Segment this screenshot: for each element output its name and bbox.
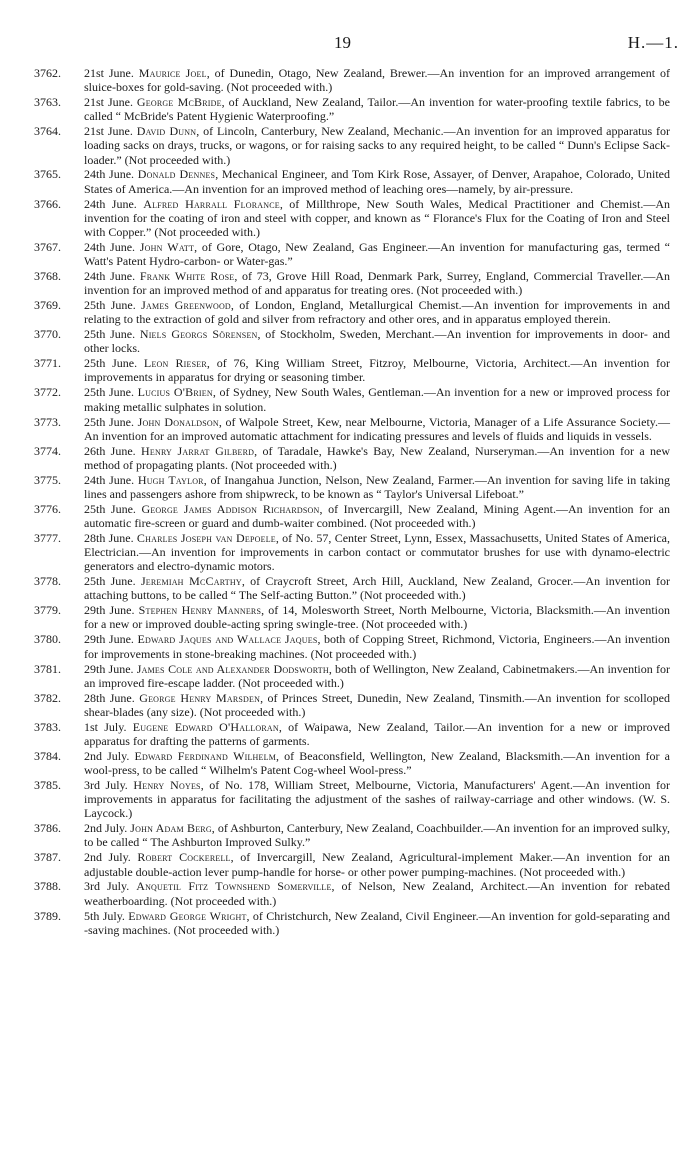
entry-date: 26th June. (84, 443, 136, 458)
page-header (0, 33, 700, 57)
patent-entry (34, 531, 670, 573)
patent-entry (34, 167, 670, 195)
entry-date: 25th June. (84, 414, 134, 429)
entry-description: , of Invercargill, New Zealand, Agricultural-implement Maker.—An invention for an adjustable double-action lever pump-handle for horse- or other power pumping-machines. (Not proceeded with.) (84, 850, 671, 879)
patent-entry (34, 298, 670, 326)
patent-entry (34, 502, 670, 530)
patent-entry (34, 691, 670, 719)
entry-number: 3766. (34, 196, 61, 211)
patent-entry (34, 415, 670, 443)
entry-number: 3780. (34, 632, 61, 647)
patent-entry (34, 356, 670, 384)
entry-description: , of No. 57, Center Street, Lynn, Essex, Massachusetts, United States of America, Electrician.—An invention for improvements in carbon contact or commutator brushes for use with dynamo-electric generators and electro-dynamic motors. (84, 530, 670, 574)
entry-date: 1st July. (84, 719, 127, 734)
patent-entry (34, 574, 670, 602)
applicant-names: James Cole and Alexander Dodsworth (136, 661, 329, 676)
entry-description: , of Invercargill, New Zealand, Mining Agent.—An invention for an automatic fire-screen or guard and dumb-waiter combined. (Not proceeded with.) (84, 501, 670, 530)
applicant-names: David Dunn (136, 124, 197, 139)
applicant-names: John Adam Berg (130, 821, 212, 836)
entry-number: 3773. (34, 414, 61, 429)
entry-number: 3775. (34, 472, 61, 487)
applicant-names: Alfred Harrall Florance (143, 196, 280, 211)
entry-number: 3783. (34, 719, 61, 734)
patent-entry (34, 662, 670, 690)
entry-description: , of Gore, Otago, New Zealand, Gas Engineer.—An invention for manufacturing gas, termed “ Watt's Patent Hydro-carbon- or Water-gas.” (84, 239, 671, 269)
applicant-names: George Henry Marsden (139, 690, 261, 705)
entry-number: 3769. (34, 298, 61, 313)
applicant-names: Donald Dennes (137, 167, 216, 182)
entry-description: , of Inangahua Junction, Nelson, New Zealand, Farmer.—An invention for saving life in taking lines and passengers ashore from shipwreck, to be known as “ Taylor's Universal Lifeboat.” (84, 472, 670, 501)
applicant-names: Niels Georgs Sörensen (139, 327, 258, 342)
entry-date: 24th June. (84, 239, 136, 254)
patent-entry (34, 197, 670, 239)
applicant-names: Jeremiah McCarthy (140, 574, 242, 589)
applicant-names: Robert Cockerell (137, 850, 231, 865)
entry-date: 25th June. (84, 327, 136, 342)
entry-date: 21st June. (84, 66, 134, 80)
entry-number: 3771. (34, 356, 61, 371)
entry-description: , of Ashburton, Canterbury, New Zealand, Coachbuilder.—An invention for an improved sulky, to be called “ The Ashburton Improved Sulky.” (84, 821, 671, 850)
page-number: 19 (334, 33, 351, 52)
entry-number: 3768. (34, 268, 61, 283)
patent-entry (34, 850, 670, 878)
patent-entry (34, 778, 670, 820)
entry-date: 29th June. (84, 632, 134, 647)
entry-description: , of Lincoln, Canterbury, New Zealand, Mechanic.—An invention for an improved apparatus for loading sacks on drays, trucks, or wagons, or for raising sacks to any required height, to be called “ Dunn's Eclipse Sack-loader.” (Not proceeded with.) (84, 124, 671, 167)
applicant-names: John Watt (139, 239, 195, 254)
entry-date: 24th June. (84, 268, 136, 283)
patent-entry (34, 240, 670, 268)
entry-date: 21st June. (84, 95, 133, 110)
entry-date: 24th June. (84, 167, 135, 182)
entry-number: 3788. (34, 879, 61, 894)
applicant-names: Edward Jaques and Wallace Jaques (137, 632, 318, 647)
patent-entry (34, 749, 670, 777)
patent-entry (34, 821, 670, 849)
applicant-names: Charles Joseph van Depoele (136, 530, 276, 545)
patent-entry (34, 603, 670, 631)
entry-description: , both of Copping Street, Richmond, Victoria, Engineers.—An invention for improvements in stone-breaking machines. (Not proceeded with.) (84, 632, 671, 661)
entry-number: 3782. (34, 690, 61, 705)
patent-entry (34, 95, 670, 123)
applicant-names: Hugh Taylor (137, 472, 204, 487)
entry-description: , both of Wellington, New Zealand, Cabinetmakers.—An invention for an improved fire-escape ladder. (Not proceeded with.) (84, 661, 670, 690)
entry-number: 3784. (34, 748, 61, 763)
applicant-names: Leon Rieser (143, 356, 207, 371)
applicant-names: John Donaldson (137, 414, 219, 429)
patent-entry (34, 385, 670, 413)
entry-description: , of Craycroft Street, Arch Hill, Auckland, New Zealand, Grocer.—An invention for attaching buttons, to be called “ The Self-acting Button.” (Not proceeded with.) (84, 574, 670, 603)
applicant-names: Henry Noyes (133, 777, 201, 792)
entry-number: 3777. (34, 530, 61, 545)
document-code: H.—1. (627, 33, 679, 52)
entry-description: , of No. 178, William Street, Melbourne, Victoria, Manufacturers' Agent.—An invention for improvements in apparatus for facilitating the adjustment of the sashes of railway-carriage and other windows. (W. S. Laycock.) (84, 777, 671, 821)
entry-description: , of 76, King William Street, Fitzroy, Melbourne, Victoria, Architect.—An invention for improvements in apparatus for drying or seasoning timber. (84, 356, 671, 385)
applicant-names: George James Addison Richardson (141, 501, 320, 516)
entry-date: 21st June. (84, 124, 133, 139)
patent-entry (34, 632, 670, 660)
applicant-names: Henry Jarrat Gilberd (141, 443, 255, 458)
entry-number: 3785. (34, 777, 61, 792)
entry-number: 3767. (34, 239, 61, 254)
entry-description: , of Millthrope, New South Wales, Medical Practitioner and Chemist.—An invention for the coating of iron and steel with copper, and known as “ Florance's Flux for the Coating of Iron and Steel with Copper.” (Not proceeded with.) (84, 196, 670, 239)
entry-number: 3774. (34, 443, 61, 458)
entry-date: 29th June. (84, 603, 135, 618)
entry-description: , of 73, Grove Hill Road, Denmark Park, Surrey, England, Commercial Traveller.—An invention for an improved method of and apparatus for treating ores. (Not proceeded with.) (84, 268, 670, 298)
entry-date: 25th June. (84, 356, 138, 371)
entry-description: , of Walpole Street, Kew, near Melbourne, Victoria, Manager of a Life Assurance Society.—An invention for an improved automatic attachment for indicating pressures and levels of fluids and liquids in vessels. (84, 414, 670, 443)
entry-number: 3787. (34, 850, 61, 865)
entry-description: , of 14, Molesworth Street, North Melbourne, Victoria, Blacksmith.—An invention for a new or improved double-acting spring swingle-tree. (Not proceeded with.) (84, 603, 670, 632)
applicant-names: James Greenwood (141, 298, 231, 313)
entry-number: 3772. (34, 385, 61, 400)
entry-number: 3770. (34, 327, 61, 342)
applicant-names: Lucius O'Brien (137, 385, 213, 400)
entry-description: , of Beaconsfield, Wellington, New Zealand, Blacksmith.—An invention for a wool-press, to be called “ Wilhelm's Patent Cog-wheel Wool-press.” (84, 748, 670, 778)
entry-number: 3781. (34, 661, 61, 676)
entry-description: , of Dunedin, Otago, New Zealand, Brewer.—An invention for an improved arrangement of sluice-boxes for gold-saving. (Not proceeded with.) (84, 66, 671, 95)
entry-number: 3762. (34, 66, 61, 80)
applicant-names: Anquetil Fitz Townshend Somerville (136, 879, 332, 894)
entry-number: 3763. (34, 95, 61, 110)
entry-description: , of Christchurch, New Zealand, Civil Engineer.—An invention for gold-separating and -saving machines. (Not proceeded with.) (84, 908, 671, 937)
entry-date: 3rd July. (84, 777, 128, 792)
entry-date: 24th June. (84, 472, 135, 487)
applicant-names: Edward Ferdinand Wilhelm (134, 748, 277, 763)
entry-date: 28th June. (84, 690, 135, 705)
entry-description: , of Nelson, New Zealand, Architect.—An invention for rebated weatherboarding. (Not proceeded with.) (84, 879, 670, 908)
entry-description: , of Princes Street, Dunedin, New Zealand, Tinsmith.—An invention for scolloped shear-blades (any size). (Not proceeded with.) (84, 690, 670, 719)
entry-date: 25th June. (84, 298, 136, 313)
entry-date: 2nd July. (84, 821, 128, 836)
entry-number: 3779. (34, 603, 61, 618)
patent-entry (34, 473, 670, 501)
entry-date: 2nd July. (84, 748, 130, 763)
entry-date: 28th June. (84, 530, 134, 545)
patent-entry (34, 124, 670, 166)
applicant-names: George McBride (136, 95, 222, 110)
patent-entry (34, 444, 670, 472)
entry-description: , of Waipawa, New Zealand, Tailor.—An invention for a new or improved apparatus for drafting the patterns of garments. (84, 719, 670, 748)
entry-description: , of London, England, Metallurgical Chemist.—An invention for improvements in and relating to the extraction of gold and silver from refractory and other ores, and in apparatus employed therein. (84, 298, 670, 327)
patent-entries-list (34, 66, 670, 938)
applicant-names: Eugene Edward O'Halloran (132, 719, 279, 734)
entry-date: 3rd July. (84, 879, 130, 894)
applicant-names: Edward George Wright (128, 908, 247, 923)
applicant-names: Maurice Joel (138, 66, 207, 80)
entry-description: , of Taradale, Hawke's Bay, New Zealand, Nurseryman.—An invention for a new method of propagating plants. (Not proceeded with.) (84, 443, 671, 472)
entry-number: 3778. (34, 574, 61, 589)
patent-entry (34, 720, 670, 748)
patent-entry (34, 269, 670, 297)
entry-date: 2nd July. (84, 850, 131, 865)
entry-description: , Mechanical Engineer, and Tom Kirk Rose, Assayer, of Denver, Arapahoe, Colorado, United States of America.—An invention for an improved method of leaching ores—namely, by air-pressure. (84, 167, 671, 196)
patent-entry (34, 327, 670, 355)
patent-entry (34, 66, 670, 94)
entry-date: 5th July. (84, 908, 125, 923)
entry-number: 3776. (34, 501, 61, 516)
entry-description: , of Sydney, New South Wales, Gentleman.—An invention for a new or improved process for making metallic sulphates in solution. (84, 385, 671, 414)
entry-description: , of Auckland, New Zealand, Tailor.—An invention for water-proofing textile fabrics, to be called “ McBride's Patent Hygienic Waterproofing.” (84, 95, 671, 124)
entry-date: 25th June. (84, 574, 136, 589)
entry-date: 24th June. (84, 196, 137, 211)
entry-number: 3765. (34, 167, 61, 182)
entry-description: , of Stockholm, Sweden, Merchant.—An invention for improvements in door- and other locks. (84, 327, 670, 356)
applicant-names: Stephen Henry Manners (138, 603, 262, 618)
entry-number: 3789. (34, 908, 61, 923)
patent-entry (34, 909, 670, 937)
entry-date: 25th June. (84, 501, 136, 516)
entry-number: 3786. (34, 821, 61, 836)
entry-date: 25th June. (84, 385, 134, 400)
patent-entry (34, 879, 670, 907)
applicant-names: Frank White Rose (139, 268, 235, 283)
entry-date: 29th June. (84, 661, 134, 676)
entry-number: 3764. (34, 124, 61, 139)
